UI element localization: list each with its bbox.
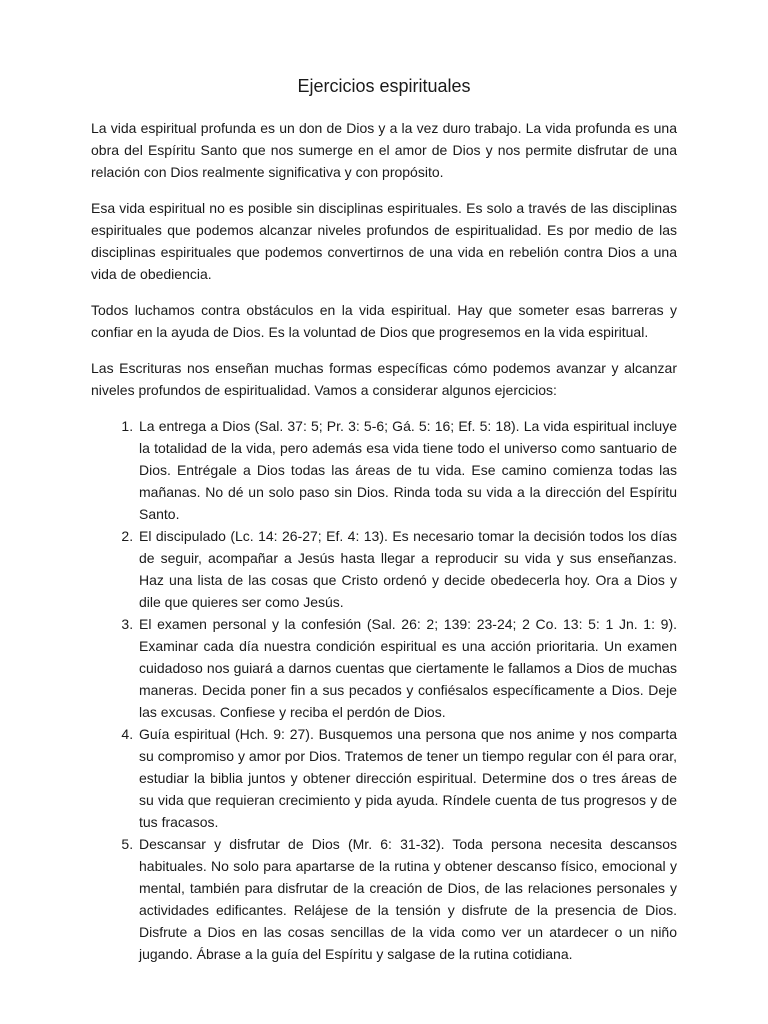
paragraph-intro: La vida espiritual profunda es un don de Dios y a la vez duro trabajo. La vida profunda es una obra del Espíritu Santo que nos sumerge en el amor de Dios y nos permite disfrutar de una relación con Dios realmente significativa y con propósito. <box>91 120 677 180</box>
list-item: 2. El discipulado (Lc. 14: 26-27; Ef. 4: 13). Es necesario tomar la decisión todos los días de seguir, acompañar a Jesús hasta llegar a reproducir su vida y sus enseñanzas. Haz una lista de las cosas que Cristo ordenó y decide obedecerla hoy. Ora a Dios y dile que quieres ser como Jesús. <box>137 525 677 613</box>
exercise-list <box>91 415 677 965</box>
list-item: 5. Descansar y disfrutar de Dios (Mr. 6: 31-32). Toda persona necesita descansos habituales. No solo para apartarse de la rutina y obtener descanso físico, emocional y mental, también para disfrutar de la creación de Dios, de las relaciones personales y actividades edificantes. Relájese de la tensión y disfrute de la presencia de Dios. Disfrute a Dios en las cosas sencillas de la vida como ver un atardecer o un niño jugando. Ábrase a la guía del Espíritu y salgase de la rutina cotidiana. <box>137 833 677 965</box>
list-item: 3. El examen personal y la confesión (Sal. 26: 2; 139: 23-24; 2 Co. 13: 5: 1 Jn. 1: 9). Examinar cada día nuestra condición espiritual es una acción prioritaria. Un examen cuidadoso nos guiará a darnos cuentas que ciertamente le fallamos a Dios de muchas maneras. Decida poner fin a sus pecados y confiésalos específicamente a Dios. Deje las excusas. Confiese y reciba el perdón de Dios. <box>137 613 677 723</box>
paragraph-scriptures: Las Escrituras nos enseñan muchas formas específicas cómo podemos avanzar y alcanzar niveles profundos de espiritualidad. Vamos a considerar algunos ejercicios: <box>91 360 677 398</box>
page-title: Ejercicios espirituales <box>297 76 471 96</box>
list-item: 4. Guía espiritual (Hch. 9: 27). Busquemos una persona que nos anime y nos comparta su compromiso y amor por Dios. Tratemos de tener un tiempo regular con él para orar, estudiar la biblia juntos y obtener dirección espiritual. Determine dos o tres áreas de su vida que requieran crecimiento y pida ayuda. Ríndele cuenta de tus progresos y de tus fracasos. <box>137 723 677 833</box>
paragraph-disciplines: Esa vida espiritual no es posible sin disciplinas espirituales. Es solo a través de las disciplinas espirituales que podemos alcanzar niveles profundos de espiritualidad. Es por medio de las disciplinas espirituales que podemos convertirnos de una vida en rebelión contra Dios a una vida de obediencia. <box>91 200 677 282</box>
list-item: 1. La entrega a Dios (Sal. 37: 5; Pr. 3: 5-6; Gá. 5: 16; Ef. 5: 18). La vida espiritual incluye la totalidad de la vida, pero además esa vida tiene todo el universo como santuario de Dios. Entrégale a Dios todas las áreas de tu vida. Ese camino comienza todas las mañanas. No dé un solo paso sin Dios. Rinda toda su vida a la dirección del Espíritu Santo. <box>137 415 677 525</box>
paragraph-obstacles: Todos luchamos contra obstáculos en la vida espiritual. Hay que someter esas barreras y confiar en la ayuda de Dios. Es la voluntad de Dios que progresemos en la vida espiritual. <box>91 302 677 340</box>
